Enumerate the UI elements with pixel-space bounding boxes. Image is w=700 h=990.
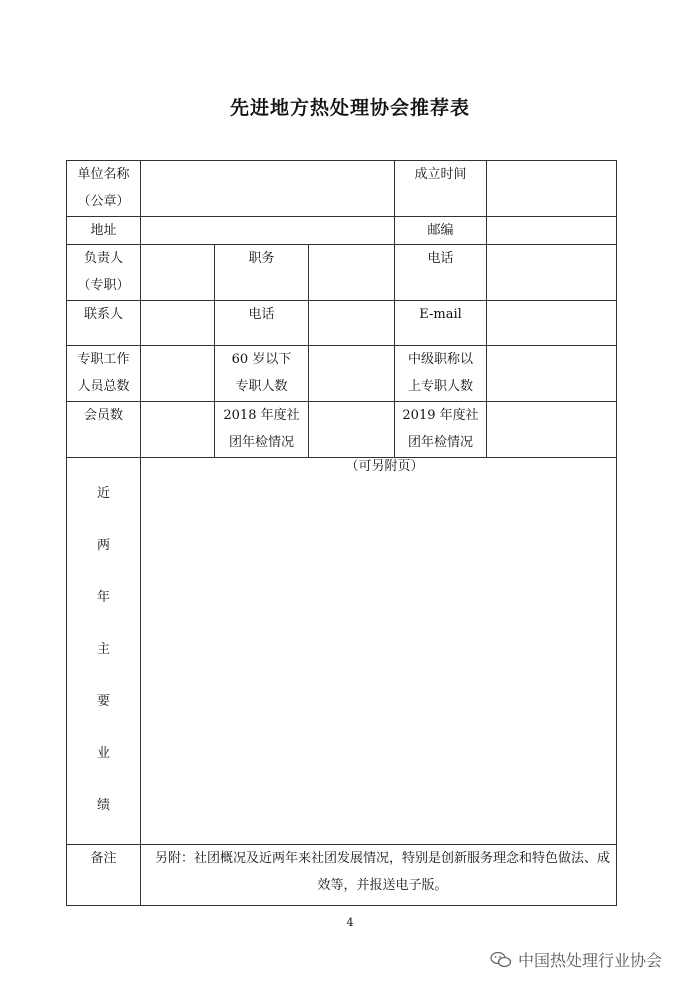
recommendation-form	[66, 160, 617, 906]
leader-label: 负责人 （专职）	[67, 245, 141, 301]
mid-title-field[interactable]	[487, 346, 617, 402]
contact-phone-label: 电话	[215, 301, 309, 346]
mid-title-label: 中级职称以 上专职人数	[395, 346, 487, 402]
contact-field[interactable]	[141, 301, 215, 346]
unit-name-field[interactable]	[141, 161, 395, 217]
achievements-field[interactable]	[141, 458, 617, 845]
check2018-label: 2018 年度社 团年检情况	[215, 402, 309, 458]
check2018-field[interactable]	[309, 402, 395, 458]
position-field[interactable]	[309, 245, 395, 301]
notes-text: 另附：社团概况及近两年来社团发展情况，特别是创新服务理念和特色做法、成效等，并报送电子版。	[141, 845, 617, 906]
members-field[interactable]	[141, 402, 215, 458]
leader-field[interactable]	[141, 245, 215, 301]
under60-field[interactable]	[309, 346, 395, 402]
achievements-hint: （可另附页）	[345, 459, 424, 474]
contact-label: 联系人	[67, 301, 141, 346]
postcode-label: 邮编	[395, 217, 487, 245]
address-field[interactable]	[141, 217, 395, 245]
form-title: 先进地方热处理协会推荐表	[229, 97, 470, 119]
members-label: 会员数	[67, 402, 141, 458]
contact-phone-field[interactable]	[309, 301, 395, 346]
check2019-label: 2019 年度社 团年检情况	[395, 402, 487, 458]
position-label: 职务	[215, 245, 309, 301]
staff-total-label: 专职工作 人员总数	[67, 346, 141, 402]
leader-phone-field[interactable]	[487, 245, 617, 301]
wechat-icon	[490, 951, 512, 969]
check2019-field[interactable]	[487, 402, 617, 458]
notes-label: 备注	[67, 845, 141, 906]
unit-name-label: 单位名称 （公章）	[67, 161, 141, 217]
watermark-text: 中国热处理行业协会	[518, 951, 663, 970]
leader-phone-label: 电话	[395, 245, 487, 301]
postcode-field[interactable]	[487, 217, 617, 245]
founded-field[interactable]	[487, 161, 617, 217]
email-label: E-mail	[395, 301, 487, 346]
wechat-watermark	[490, 948, 662, 971]
address-label: 地址	[67, 217, 141, 245]
email-field[interactable]	[487, 301, 617, 346]
under60-label: 60 岁以下 专职人数	[215, 346, 309, 402]
staff-total-field[interactable]	[141, 346, 215, 402]
page-number: 4	[346, 916, 354, 929]
achievements-label: 近 两 年 主 要 业 绩	[67, 458, 141, 845]
founded-label: 成立时间	[395, 161, 487, 217]
